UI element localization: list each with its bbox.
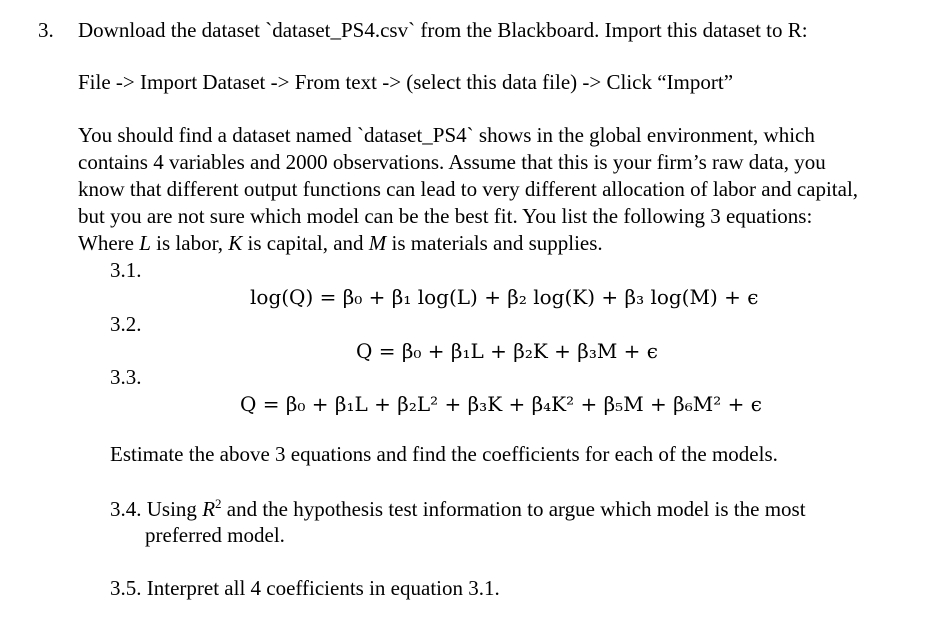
r-squared-symbol: R	[202, 497, 216, 521]
problem-number: 3.	[38, 18, 54, 42]
equation-label-3-2: 3.2.	[110, 312, 142, 336]
variable-M: M	[368, 231, 387, 255]
question-3-5-text: Interpret all 4 coefficients in equation 3.1.	[146, 576, 500, 600]
problem-heading: Download the dataset `dataset_PS4.csv` from the Blackboard. Import this dataset to R:	[78, 18, 808, 42]
r-squared-exponent: 2	[215, 496, 222, 511]
variable-definitions: Where L is labor, K is capital, and M is materials and supplies.	[78, 231, 603, 255]
import-path-instruction: File -> Import Dataset -> From text -> (select this data file) -> Click “Import”	[78, 70, 734, 94]
question-3-4-label: 3.4.	[110, 497, 142, 521]
equation-3-1: log(Q) = β₀ + β₁ log(L) + β₂ log(K) + β₃ log(M) + ϵ	[250, 285, 759, 309]
equation-label-3-3: 3.3.	[110, 365, 142, 389]
description-paragraph	[78, 122, 858, 257]
description-line: You should find a dataset named `dataset_PS4` shows in the global environment, which	[78, 123, 815, 147]
description-line: contains 4 variables and 2000 observations. Assume that this is your firm’s raw data, you	[78, 150, 826, 174]
equation-3-2: Q = β₀ + β₁L + β₂K + β₃M + ϵ	[356, 339, 658, 363]
question-3-4-continuation: preferred model.	[145, 523, 285, 547]
question-3-4: 3.4. Using $R^2$ and the hypothesis test information to argue which model is the most	[110, 496, 806, 521]
equation-label-3-1: 3.1.	[110, 258, 142, 282]
question-3-5-label: 3.5.	[110, 576, 142, 600]
equation-3-3: Q = β₀ + β₁L + β₂L² + β₃K + β₄K² + β₅M + β₆M² + ϵ	[240, 392, 762, 416]
estimate-instruction: Estimate the above 3 equations and find the coefficients for each of the models.	[110, 442, 778, 466]
description-line: but you are not sure which model can be the best fit. You list the following 3 equations:	[78, 204, 813, 228]
question-3-5	[110, 575, 500, 602]
description-line: know that different output functions can lead to very different allocation of labor and capital,	[78, 177, 859, 201]
variable-K: K	[228, 231, 243, 255]
variable-L: L	[139, 231, 151, 255]
